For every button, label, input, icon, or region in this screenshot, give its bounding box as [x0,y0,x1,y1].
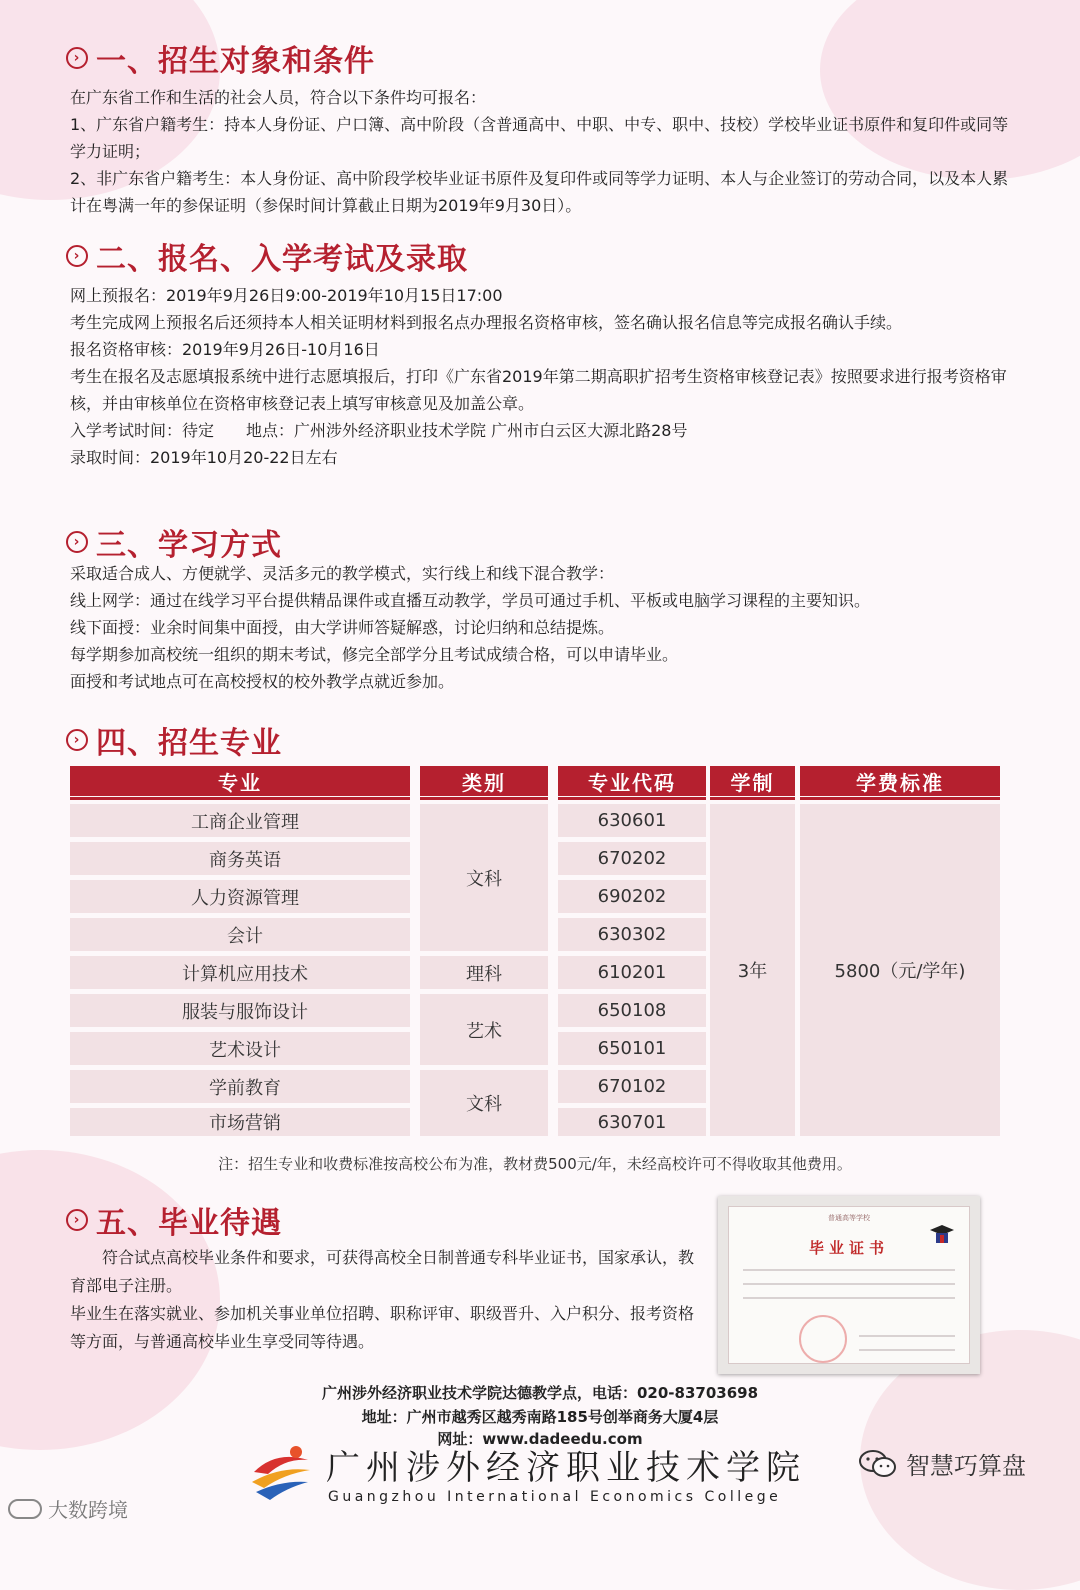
table-header: 学制 [710,766,795,796]
major-code: 670102 [597,1076,667,1097]
footer-address: 地址：广州市越秀区越秀南路185号创举商务大厦4层 [361,1408,719,1426]
category-label: 文科 [466,1094,502,1115]
major-name: 会计 [227,925,263,947]
certificate-text-line [743,1283,955,1285]
paragraph: 在广东省工作和生活的社会人员，符合以下条件均可报名： [70,88,487,107]
section-title: 四、招生专业 [96,726,282,761]
major-name: 学前教育 [209,1077,281,1099]
paragraph: 线下面授：业余时间集中面授，由大学讲师答疑解惑，讨论归纳和总结提炼。 [70,618,615,637]
paragraph: 考生完成网上预报名后还须持本人相关证明材料到报名点办理报名资格审核，签名确认报名信息等完成报名确认手续。 [70,313,903,332]
major-name: 工商企业管理 [191,811,299,833]
certificate-text-line [859,1335,955,1337]
section-title: 五、毕业待遇 [96,1206,282,1241]
major-code: 650108 [597,1000,667,1021]
paragraph: 2、非广东省户籍考生：本人身份证、高中阶段学校毕业证书原件及复印件或同等学力证明、本人与企业签订的劳动合同，以及本人累计在粤满一年的参保证明（参保时间计算截止日期为2019年9月30日）。 [70,169,1009,215]
section-body-3 [70,560,1020,695]
certificate-text-line [859,1349,955,1351]
watermark-text: 大数跨境 [48,1498,128,1522]
category-label: 艺术 [466,1020,502,1042]
section-heading-4 [66,718,282,762]
major-code: 630601 [597,810,667,831]
certificate-text-line [743,1297,955,1299]
paragraph: 入学考试时间：待定 地点：广州涉外经济职业技术学院 广州市白云区大源北路28号 [70,421,688,440]
section-heading-3 [66,520,282,564]
major-code: 610201 [597,962,667,983]
table-header: 学费标准 [800,766,1000,796]
chevron-right-icon: › [66,245,88,267]
chevron-right-icon: › [66,1209,88,1231]
certificate-subtitle: 普通高等学校 [828,1214,870,1222]
category-label: 理科 [466,963,502,985]
school-logo-icon [246,1440,316,1510]
paragraph: 网上预报名：2019年9月26日9:00-2019年10月15日17:00 [70,286,503,305]
table-header: 专业代码 [558,766,706,796]
chevron-right-icon: › [66,47,88,69]
section-title: 三、学习方式 [96,528,282,563]
footer-contact: 广州涉外经济职业技术学院达德教学点，电话：020-83703698 [321,1384,759,1402]
certificate-inner [728,1206,970,1364]
chevron-right-icon: › [66,729,88,751]
graduation-certificate-image [718,1196,980,1374]
paragraph: 每学期参加高校统一组织的期末考试，修完全部学分且考试成绩合格，可以申请毕业。 [70,645,679,664]
paragraph: 报名资格审核：2019年9月26日-10月16日 [70,340,380,359]
table-note: 注：招生专业和收费标准按高校公布为准，教材费500元/年，未经高校许可不得收取其他费用。 [218,1155,852,1173]
seal-stamp [799,1315,847,1363]
duration-value: 3年 [737,961,768,982]
school-name-cn: 广州涉外经济职业技术学院 [326,1448,806,1488]
graduation-cap-icon [929,1221,955,1247]
paragraph: 考生在报名及志愿填报系统中进行志愿填报后，打印《广东省2019年第二期高职扩招考生资格审核登记表》按照要求进行报考资格审核，并由审核单位在资格审核登记表上填写审核意见及加盖公章。 [70,367,1007,413]
major-name: 服装与服饰设计 [182,1001,308,1023]
major-code: 630302 [597,924,667,945]
section-heading-5 [66,1198,282,1242]
fee-value: 5800（元/学年) [834,961,966,982]
major-code: 690202 [597,886,667,907]
paragraph: 毕业生在落实就业、参加机关事业单位招聘、职称评审、职级晋升、入户积分、报考资格等方面，与普通高校毕业生享受同等待遇。 [70,1304,695,1351]
watermark-logo-icon [8,1499,42,1519]
major-name: 商务英语 [209,849,281,871]
major-name: 市场营销 [209,1113,281,1134]
paragraph: 采取适合成人、方便就学、灵活多元的教学模式，实行线上和线下混合教学： [70,564,615,583]
major-name: 艺术设计 [209,1039,281,1061]
chevron-right-icon: › [66,531,88,553]
paragraph: 符合试点高校毕业条件和要求，可获得高校全日制普通专科毕业证书，国家承认，教育部电子注册。 [70,1248,695,1295]
footer-website: 网址：www.dadeedu.com [437,1430,643,1448]
majors-table [70,766,1000,1136]
section-title: 二、报名、入学考试及录取 [96,242,468,277]
section-heading-1 [66,36,375,80]
paragraph: 1、广东省户籍考生：持本人身份证、户口簿、高中阶段（含普通高中、中职、中专、职中、技校）学校毕业证书原件和复印件或同等学力证明； [70,115,1009,161]
certificate-text-line [743,1269,955,1271]
watermark-right [858,1446,1026,1481]
paragraph: 线上网学：通过在线学习平台提供精品课件或直播互动教学，学员可通过手机、平板或电脑学习课程的主要知识。 [70,591,871,610]
major-code: 630701 [597,1111,667,1133]
paragraph: 面授和考试地点可在高校授权的校外教学点就近参加。 [70,672,455,691]
major-code: 650101 [597,1038,667,1059]
certificate-title: 毕业证书 [808,1239,889,1257]
section-body-2 [70,282,1020,471]
section-title: 一、招生对象和条件 [96,44,375,79]
wechat-icon [858,1448,898,1480]
watermark-left [8,1494,128,1523]
major-name: 人力资源管理 [191,887,299,909]
watermark-text: 智慧巧算盘 [906,1452,1026,1480]
section-body-5 [70,1244,700,1356]
category-label: 文科 [466,868,502,890]
school-name-en: Guangzhou International Economics College [328,1489,782,1505]
section-heading-2 [66,234,468,278]
major-code: 670202 [597,848,667,869]
section-body-1 [70,84,1020,219]
paragraph: 录取时间：2019年10月20-22日左右 [70,448,338,467]
table-header: 类别 [420,766,548,796]
major-name: 计算机应用技术 [182,963,308,985]
table-header: 专业 [70,766,410,796]
